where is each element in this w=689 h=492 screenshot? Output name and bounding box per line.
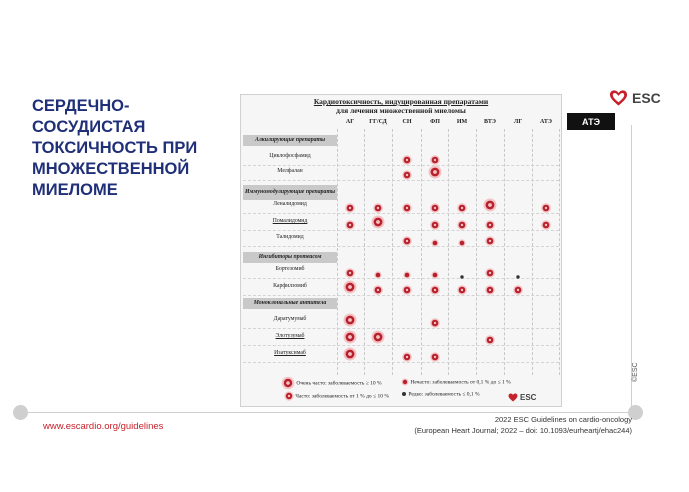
rare-icon bbox=[401, 391, 407, 397]
common-frequency-marker bbox=[402, 233, 412, 251]
legend-rare-text: Редко: заболеваемость ≤ 0,1 % bbox=[408, 391, 480, 398]
column-header: ИМ bbox=[456, 119, 468, 125]
drug-name: Карфилзомиб bbox=[273, 283, 307, 289]
drug-name: Леналидомид bbox=[273, 201, 307, 207]
figure-title bbox=[241, 97, 561, 115]
copyright-vertical: ©ESC bbox=[632, 362, 639, 382]
drug-name: Изатуксимаб bbox=[274, 350, 306, 356]
common-frequency-marker bbox=[430, 217, 440, 235]
row-divider bbox=[243, 345, 559, 346]
legend-very-common-text: Очень часто: заболеваемость ≥ 10 % bbox=[296, 380, 382, 387]
common-frequency-marker bbox=[457, 200, 467, 218]
common-frequency-marker bbox=[430, 282, 440, 300]
esc-logo-text: ESC bbox=[632, 90, 661, 106]
common-frequency-marker bbox=[485, 332, 495, 350]
common-icon bbox=[284, 391, 294, 401]
very-common-icon bbox=[281, 376, 295, 390]
drug-name: Циклофосфамид bbox=[269, 153, 311, 159]
legend-uncommon-text: Нечасто: заболеваемость от 0,1 % до ≤ 1 % bbox=[410, 379, 511, 386]
common-frequency-marker bbox=[457, 217, 467, 235]
very-frequency-marker bbox=[428, 165, 442, 184]
common-frequency-marker bbox=[485, 233, 495, 251]
footer-divider bbox=[20, 412, 636, 413]
column-header: ЛГ bbox=[513, 119, 523, 125]
figure-title-line2: для лечения множественной миеломы bbox=[336, 106, 466, 115]
common-frequency-marker bbox=[485, 265, 495, 283]
very-frequency-marker bbox=[343, 280, 357, 299]
common-frequency-marker bbox=[373, 282, 383, 300]
row-divider bbox=[243, 328, 559, 329]
esc-logo bbox=[609, 88, 661, 108]
group-header: Алкилирующие препараты bbox=[243, 135, 337, 146]
legend-common bbox=[284, 391, 389, 401]
row-divider bbox=[243, 165, 559, 166]
drug-name: Бортезомиб bbox=[275, 266, 305, 272]
uncommon-frequency-marker bbox=[431, 234, 439, 252]
common-frequency-marker bbox=[345, 217, 355, 235]
row-divider bbox=[243, 246, 559, 247]
citation-line2: (European Heart Journal; 2022 – doi: 10.1093/eurheartj/ehac244) bbox=[414, 426, 632, 435]
common-frequency-marker bbox=[513, 282, 523, 300]
slide-title: СЕРДЕЧНО-СОСУДИСТАЯ ТОКСИЧНОСТЬ ПРИ МНОЖЕСТВЕННОЙ МИЕЛОМЕ bbox=[32, 97, 198, 199]
legend-uncommon bbox=[401, 378, 511, 386]
common-frequency-marker bbox=[485, 282, 495, 300]
common-frequency-marker bbox=[402, 167, 412, 185]
column-header: СН bbox=[402, 119, 412, 125]
very-frequency-marker bbox=[343, 347, 357, 366]
row-divider bbox=[243, 213, 559, 214]
column-header: ГГ/СД bbox=[369, 119, 387, 125]
row-divider bbox=[243, 295, 559, 296]
common-frequency-marker bbox=[430, 349, 440, 367]
drug-name: Мелфалан bbox=[277, 168, 303, 174]
common-frequency-marker bbox=[430, 315, 440, 333]
drug-name: Помалидомид bbox=[272, 218, 308, 224]
very-frequency-marker bbox=[483, 198, 497, 217]
cardiotoxicity-table bbox=[240, 94, 562, 407]
very-frequency-marker bbox=[371, 330, 385, 349]
common-frequency-marker bbox=[541, 200, 551, 218]
very-frequency-marker bbox=[371, 215, 385, 234]
figure-title-line1: Кардиотоксичность, индуцированная препаратами bbox=[313, 97, 489, 106]
uncommon-frequency-marker bbox=[458, 234, 466, 252]
legend-very-common bbox=[281, 376, 382, 390]
heart-icon bbox=[508, 393, 518, 402]
drug-name: Даратумумаб bbox=[273, 316, 307, 322]
legend-common-text: Часто: заболеваемость от 1 % до ≤ 10 % bbox=[295, 393, 389, 400]
column-divider bbox=[559, 129, 560, 375]
drug-name: Талидомид bbox=[276, 234, 304, 240]
common-frequency-marker bbox=[430, 200, 440, 218]
common-frequency-marker bbox=[541, 217, 551, 235]
row-divider bbox=[243, 362, 559, 363]
legend-rare bbox=[401, 391, 480, 397]
figure-esc-logo bbox=[508, 393, 536, 402]
common-frequency-marker bbox=[457, 282, 467, 300]
common-frequency-marker bbox=[345, 200, 355, 218]
heart-icon bbox=[609, 89, 628, 107]
common-frequency-marker bbox=[402, 349, 412, 367]
uncommon-icon bbox=[401, 378, 409, 386]
common-frequency-marker bbox=[402, 200, 412, 218]
common-frequency-marker bbox=[402, 282, 412, 300]
row-divider bbox=[243, 180, 559, 181]
row-divider bbox=[243, 278, 559, 279]
group-header: Моноклональные антитела bbox=[243, 298, 337, 309]
column-header: ВТЭ bbox=[484, 119, 496, 125]
column-header: АТЭ bbox=[540, 119, 552, 125]
column-header: ФП bbox=[430, 119, 440, 125]
footer-dot-left bbox=[13, 405, 28, 420]
guidelines-link[interactable]: www.escardio.org/guidelines bbox=[43, 421, 164, 432]
figure-esc-text: ESC bbox=[520, 393, 537, 402]
group-header: Ингибиторы протеасом bbox=[243, 252, 337, 263]
group-header: Иммуномодулирующие препараты bbox=[243, 185, 337, 200]
ate-badge: АТЭ bbox=[567, 113, 615, 130]
column-header: АГ bbox=[345, 119, 355, 125]
drug-name: Элотузумаб bbox=[275, 333, 305, 339]
citation-line1: 2022 ESC Guidelines on cardio-oncology bbox=[494, 415, 632, 424]
row-divider bbox=[243, 230, 559, 231]
